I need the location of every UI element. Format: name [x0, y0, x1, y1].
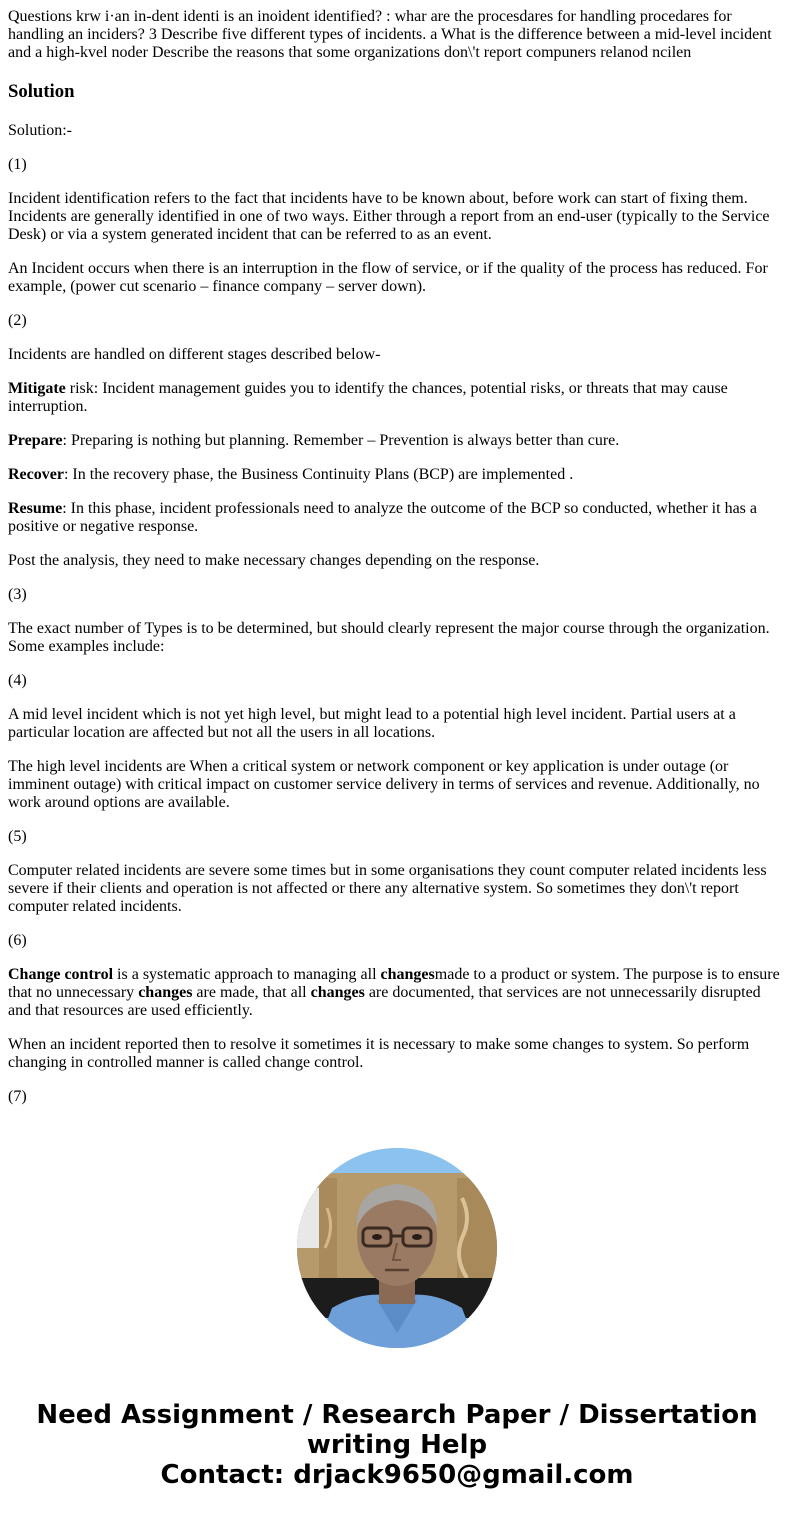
section-3-paragraph: The exact number of Types is to be determined, but should clearly represent the major course through the organization. Some examples include: — [8, 620, 770, 655]
stage-mitigate — [8, 380, 786, 416]
stage-term: Mitigate — [8, 380, 66, 397]
section-number-4: (4) — [8, 672, 27, 689]
text-run: are documented, that services are not unnecessarily disrupted and that resources are used efficiently. — [8, 984, 761, 1019]
section-4-paragraph: The high level incidents are When a critical system or network component or key application is under outage (or imminent outage) with critical impact on customer service delivery in terms of services and revenue. Additionally, no work around options are available. — [8, 758, 760, 811]
promo-banner — [0, 1400, 794, 1490]
bold-term: changes — [380, 966, 435, 983]
section-number-6: (6) — [8, 932, 27, 949]
section-5-paragraph: Computer related incidents are severe some times but in some organisations they count computer related incidents less severe if their clients and operation is not affected or there any alternative system. So sometimes they don\'t report computer related incidents. — [8, 862, 767, 915]
promo-line-2: writing Help — [306, 1430, 488, 1460]
stage-recover — [8, 466, 786, 484]
stage-text: : In this phase, incident professionals need to analyze the outcome of the BCP so conducted, whether it has a positive or negative response. — [8, 500, 757, 535]
bold-term: changes — [310, 984, 365, 1001]
section-6-paragraph: When an incident reported then to resolve it sometimes it is necessary to make some changes to system. So perform changing in controlled manner is called change control. — [8, 1036, 750, 1071]
section-2-intro: Incidents are handled on different stages described below- — [8, 346, 381, 363]
section-1-paragraph: An Incident occurs when there is an interruption in the flow of service, or if the quality of the process has reduced. For example, (power cut scenario – finance company – server down). — [8, 260, 768, 295]
section-number-7: (7) — [8, 1088, 27, 1105]
avatar-container — [0, 1148, 794, 1348]
promo-line-1: Need Assignment / Research Paper / Dissertation — [36, 1400, 758, 1430]
stage-resume — [8, 500, 786, 536]
section-1-paragraph: Incident identification refers to the fact that incidents have to be known about, before work can start of fixing them. Incidents are generally identified in one of two ways. Either through a report from an end-user (typically to the Service Desk) or via a system generated incident that can be referred to as an event. — [8, 190, 770, 243]
promo-contact: Contact: drjack9650@gmail.com — [160, 1460, 634, 1490]
change-control-definition — [8, 966, 786, 1020]
section-number-3: (3) — [8, 586, 27, 603]
section-2-outro: Post the analysis, they need to make necessary changes depending on the response. — [8, 552, 540, 569]
section-number-2: (2) — [8, 312, 27, 329]
stage-term: Prepare — [8, 432, 63, 449]
solution-heading: Solution — [8, 81, 75, 102]
stage-text: : In the recovery phase, the Business Continuity Plans (BCP) are implemented . — [63, 466, 574, 483]
stage-term: Recover — [8, 466, 64, 483]
stage-term: Resume — [8, 500, 63, 517]
solution-intro: Solution:- — [8, 122, 73, 139]
stage-text: risk: Incident management guides you to identify the chances, potential risks, or threats that may cause interruption. — [8, 380, 728, 415]
section-number-5: (5) — [8, 828, 27, 845]
bold-term: Change control — [8, 966, 114, 983]
portrait-image-icon — [297, 1148, 497, 1348]
stage-prepare — [8, 432, 786, 450]
author-avatar — [297, 1148, 497, 1348]
text-run: is a systematic approach to managing all — [113, 966, 381, 983]
question-text: Questions krw i·an in-dent identi is an inoident identified? : whar are the procesdares for handling procedares for handling an inciders? 3 Describe five different types of incidents. a What is the difference between a mid-level incident and a high-kvel noder Describe the reasons that some organizations don\'t report compuners relanod ncilen — [8, 8, 772, 61]
stage-text: : Preparing is nothing but planning. Remember – Prevention is always better than cure. — [62, 432, 620, 449]
section-number-1: (1) — [8, 156, 27, 173]
text-run: made to a product or system. The purpose is to ensure that no unnecessary — [8, 966, 780, 1001]
bold-term: changes — [138, 984, 193, 1001]
text-run: are made, that all — [192, 984, 311, 1001]
section-4-paragraph: A mid level incident which is not yet high level, but might lead to a potential high level incident. Partial users at a particular location are affected but not all the users in all locations. — [8, 706, 736, 741]
